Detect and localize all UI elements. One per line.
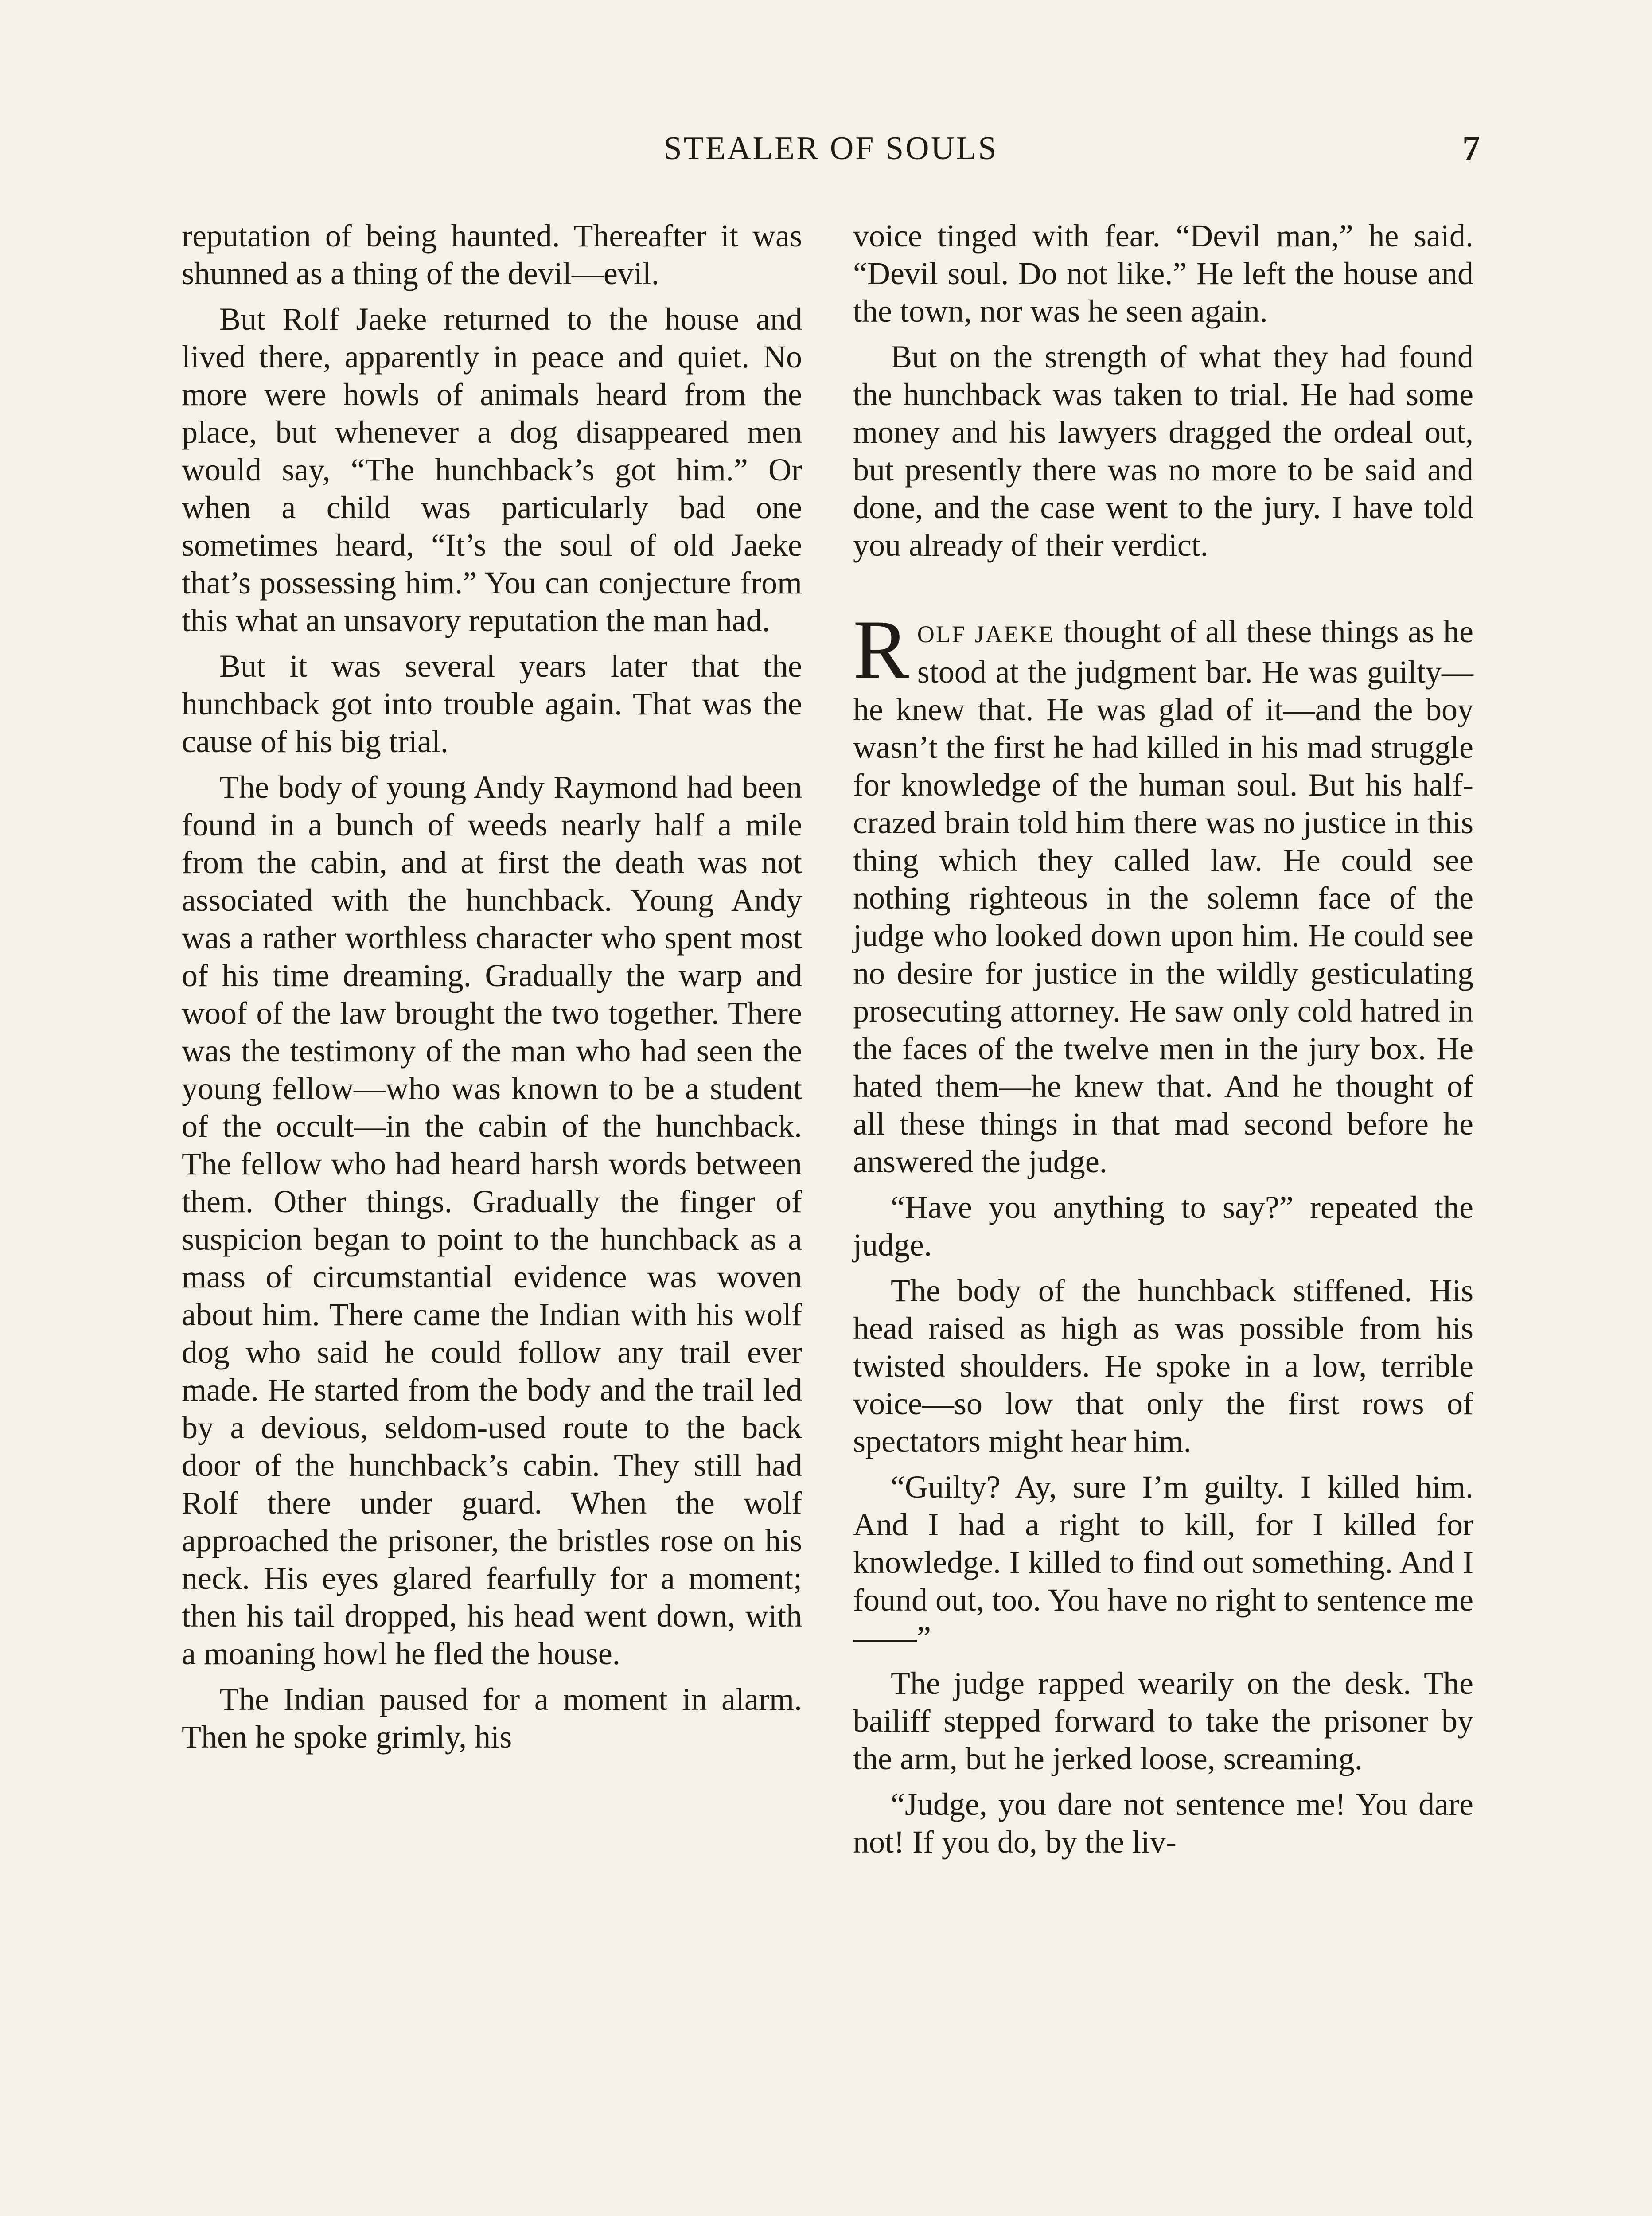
paragraph: The judge rapped wearily on the desk. The bailiff stepped forward to take the prisoner by the arm, but he jerked loose, screaming. (853, 1666, 1473, 1776)
running-title: STEALER OF SOULS (663, 130, 998, 167)
paragraph: But on the strength of what they had found the hunchback was taken to trial. He had some money and his lawyers dragged the ordeal out, but presently there was no more to be said and done, and the case went to the jury. I have told you already of their verdict. (853, 339, 1473, 563)
paragraph: But Rolf Jaeke returned to the house and lived there, apparently in peace and quiet. No more were howls of animals heard from the place, but whenever a dog disappeared men would say, “The hunchback’s got him.” Or when a child was particularly bad one sometimes heard, “It’s the soul of old Jaeke that’s possessing him.” You can conjecture from this what an unsavory reputation the man had. (182, 301, 802, 638)
running-head (182, 129, 1480, 177)
paragraph: The Indian paused for a moment in alarm. Then he spoke grimly, his (182, 1682, 802, 1755)
paragraph: voice tinged with fear. “Devil man,” he said. “Devil soul. Do not like.” He left the house and the town, nor was he seen again. (853, 218, 1473, 329)
right-column (853, 217, 1473, 2216)
section-text: thought of all these things as he stood at the judgment bar. He was guilty—he knew that. He was glad of it—and the boy wasn’t the first he had killed in his mad struggle for knowledge of the human soul. But his half-crazed brain told him there was no justice in this thing which they called law. He could see nothing righteous in the solemn face of the judge who looked down upon him. He could see no desire for justice in the wildly gesticulating prosecuting attorney. He saw only cold hatred in the faces of the twelve men in the jury box. He hated them—he knew that. And he thought of all these things in that mad second before he answered the judge. (853, 614, 1473, 1179)
left-column (182, 217, 802, 2216)
paragraph: The body of young Andy Raymond had been found in a bunch of weeds nearly half a mile from the cabin, and at first the death was not associated with the hunchback. Young Andy was a rather worthless character who spent most of his time dreaming. Gradually the warp and woof of the law brought the two together. There was the testimony of the man who had seen the young fellow—who was known to be a student of the occult—in the cabin of the hunchback. The fellow who had heard harsh words between them. Other things. Gradually the finger of suspicion began to point to the hunchback as a mass of circumstantial evidence was woven about him. There came the Indian with his wolf dog who said he could follow any trail ever made. He started from the body and the trail led by a devious, seldom-used route to the back door of the hunchback’s cabin. They still had Rolf there under guard. When the wolf approached the prisoner, the bristles rose on his neck. His eyes glared fearfully for a moment; then his tail dropped, his head went down, with a moaning howl he fled the house. (182, 769, 802, 1671)
section-opening-paragraph (853, 603, 1473, 1181)
paragraph: The body of the hunchback stiffened. His head raised as high as was possible from his twisted shoulders. He spoke in a low, terrible voice—so low that only the first rows of spectators might hear him. (853, 1273, 1473, 1459)
page-number: 7 (1462, 129, 1480, 168)
paragraph: reputation of being haunted. Thereafter it was shunned as a thing of the devil—evil. (182, 218, 802, 291)
paragraph: “Have you anything to say?” repeated the judge. (853, 1190, 1473, 1263)
drop-cap: R (853, 603, 909, 696)
small-caps-lead: OLF JAEKE (917, 621, 1055, 648)
paragraph: But it was several years later that the hunchback got into trouble again. That was the cause of his big trial. (182, 648, 802, 759)
paragraph: “Guilty? Ay, sure I’m guilty. I killed him. And I had a right to kill, for I killed for knowledge. I killed to find out something. And I found out, too. You have no right to sentence me——” (853, 1469, 1473, 1655)
paragraph: “Judge, you dare not sentence me! You dare not! If you do, by the liv- (853, 1787, 1473, 1860)
